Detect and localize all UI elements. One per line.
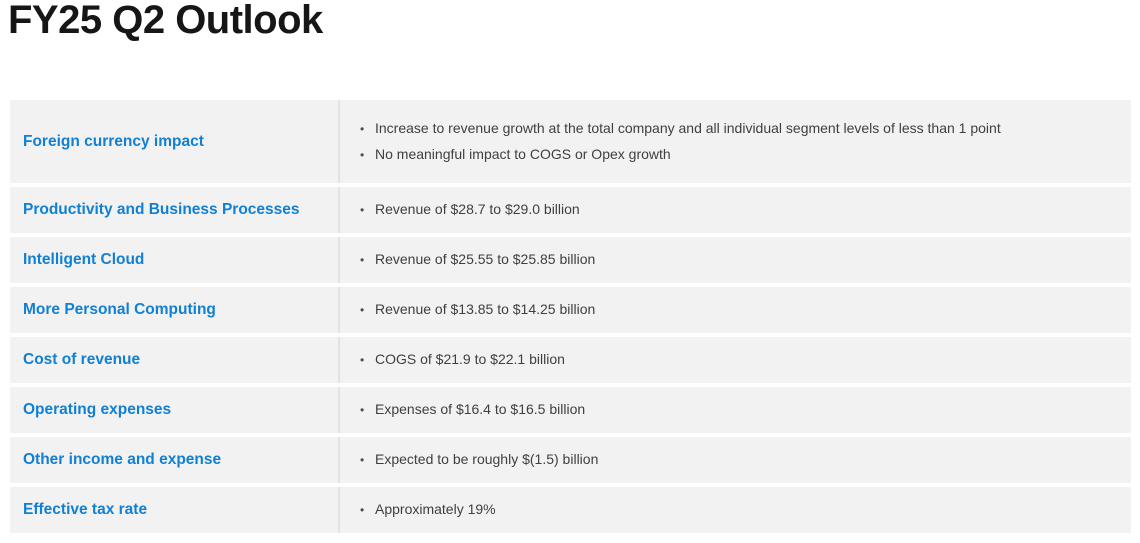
bullet-text: Revenue of $13.85 to $14.25 billion: [375, 301, 596, 318]
bullet-item: [360, 201, 1119, 219]
bullet-icon: •: [360, 503, 365, 518]
bullet-item: [360, 120, 1119, 138]
bullet-text: Expected to be roughly $(1.5) billion: [375, 451, 599, 468]
bullet-text: No meaningful impact to COGS or Opex growth: [375, 146, 671, 162]
bullet-icon: •: [360, 403, 365, 418]
outlook-table: [10, 100, 1131, 533]
row-label: Operating expenses: [10, 387, 340, 433]
bullet-text: COGS of $21.9 to $22.1 billion: [375, 351, 565, 368]
row-bullets: [340, 437, 1131, 483]
bullet-text: Approximately 19%: [375, 501, 496, 518]
bullet-icon: •: [360, 148, 365, 162]
row-label: Foreign currency impact: [10, 100, 340, 183]
table-row: [10, 100, 1131, 183]
row-label: Productivity and Business Processes: [10, 187, 340, 233]
bullet-text: Revenue of $25.55 to $25.85 billion: [375, 251, 596, 268]
row-label: More Personal Computing: [10, 287, 340, 333]
table-row: [10, 187, 1131, 233]
bullet-text: Increase to revenue growth at the total company and all individual segment levels of less than 1 point: [375, 119, 1001, 136]
bullet-icon: •: [360, 203, 365, 218]
row-bullets: [340, 187, 1131, 233]
table-row: [10, 337, 1131, 383]
bullet-item: [360, 301, 1119, 319]
row-label: Effective tax rate: [10, 487, 340, 533]
bullet-item: [360, 146, 1119, 164]
row-bullets: [340, 100, 1131, 183]
table-row: [10, 287, 1131, 333]
row-label: Cost of revenue: [10, 337, 340, 383]
bullet-text: Expenses of $16.4 to $16.5 billion: [375, 401, 586, 418]
bullet-icon: •: [360, 253, 365, 268]
bullet-icon: •: [360, 453, 365, 468]
table-row: [10, 387, 1131, 433]
bullet-item: [360, 351, 1119, 369]
table-row: [10, 487, 1131, 533]
bullet-item: [360, 501, 1119, 519]
row-bullets: [340, 337, 1131, 383]
row-label: Intelligent Cloud: [10, 237, 340, 283]
row-bullets: [340, 387, 1131, 433]
bullet-icon: •: [360, 121, 365, 136]
bullet-item: [360, 451, 1119, 469]
table-row: [10, 437, 1131, 483]
row-bullets: [340, 287, 1131, 333]
bullet-icon: •: [360, 303, 365, 318]
table-row: [10, 237, 1131, 283]
row-label: Other income and expense: [10, 437, 340, 483]
bullet-icon: •: [360, 353, 365, 368]
bullet-item: [360, 401, 1119, 419]
bullet-item: [360, 251, 1119, 269]
row-bullets: [340, 487, 1131, 533]
bullet-text: Revenue of $28.7 to $29.0 billion: [375, 201, 580, 218]
page-title: FY25 Q2 Outlook: [8, 0, 323, 42]
row-bullets: [340, 237, 1131, 283]
